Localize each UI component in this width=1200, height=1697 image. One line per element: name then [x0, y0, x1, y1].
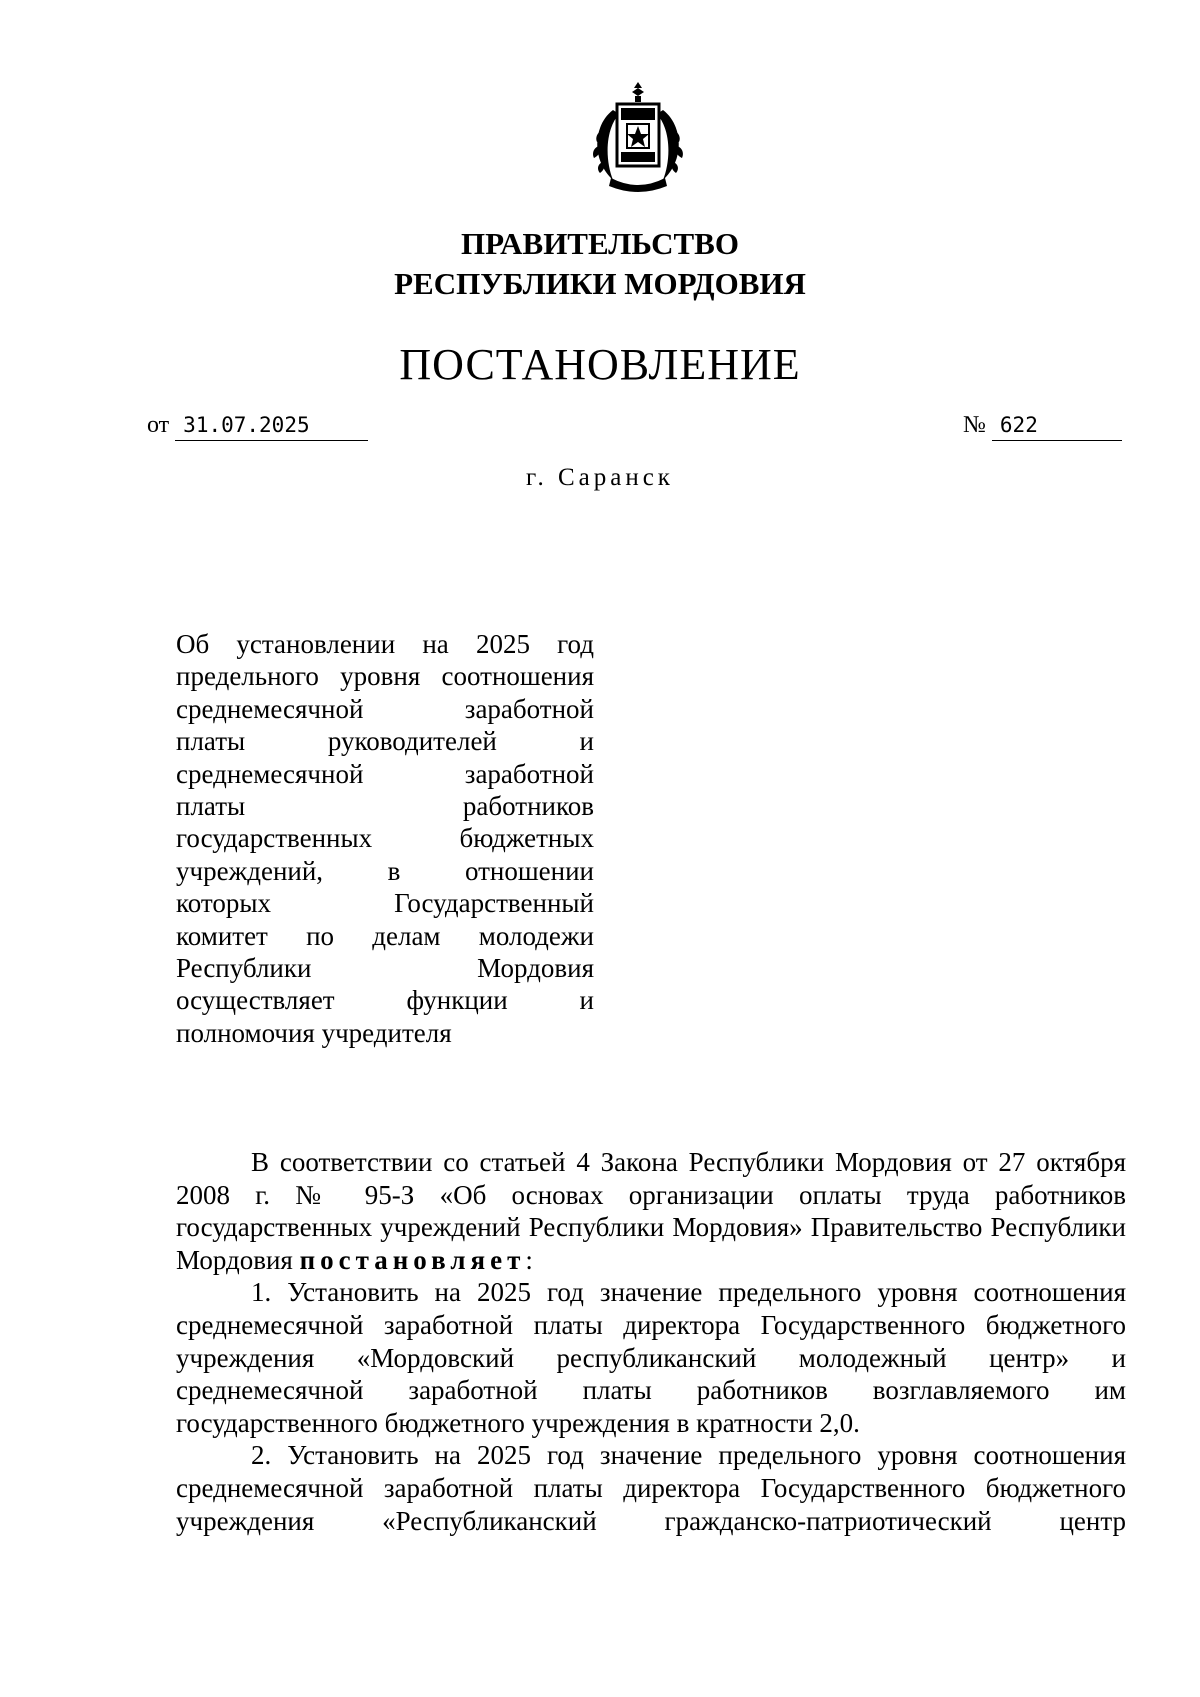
number-prefix: №: [963, 412, 986, 438]
subject-line: которых Государственный: [176, 888, 594, 919]
preamble-text: В соответствии со статьей 4 Закона Республики Мордовия от 27 октября 2008 г. № 95-З «Об основах организации оплаты труда работников государственных учреждений Республики Мордовия» Правительство Республики Мордовия: [176, 1147, 1126, 1275]
mordovia-coat-of-arms-icon: [583, 80, 693, 198]
item-2-paragraph: 2. Установить на 2025 год значение предельного уровня соотношения среднемесячной заработной платы директора Государственного бюджетного учреждения «Республиканский гражданско-патриотический центр: [176, 1440, 1126, 1536]
resolves-colon: :: [525, 1244, 533, 1275]
city-name: г. Саранск: [526, 464, 674, 491]
subject-line: комитет по делам молодежи: [176, 920, 594, 951]
item-1-paragraph: 1. Установить на 2025 год значение предельного уровня соотношения среднемесячной заработной платы директора Государственного бюджетного учреждения «Мордовский республиканский молодежный центр» и среднемесячной заработной платы работников возглавляемого им государственного бюджетного учреждения в кратности 2,0.: [176, 1277, 1126, 1438]
document-subject: [176, 628, 594, 1049]
subject-line: осуществляет функции и: [176, 985, 594, 1016]
date-prefix: от: [147, 412, 170, 438]
subject-line: платы руководителей и: [176, 726, 594, 757]
subject-line: государственных бюджетных: [176, 823, 594, 854]
subject-line: Республики Мордовия: [176, 953, 594, 984]
subject-line: учреждений, в отношении: [176, 855, 594, 886]
government-title-line2: РЕСПУБЛИКИ МОРДОВИЯ: [394, 266, 806, 301]
government-title-line1: ПРАВИТЕЛЬСТВО: [461, 226, 739, 261]
date-value: 31.07.2025: [175, 410, 368, 441]
document-type-title: ПОСТАНОВЛЕНИЕ: [399, 340, 801, 389]
document-number: [963, 410, 1122, 441]
subject-line: полномочия учредителя: [176, 1017, 452, 1048]
subject-line: среднемесячной заработной: [176, 693, 594, 724]
number-value: 622: [992, 410, 1122, 441]
subject-line: предельного уровня соотношения: [176, 661, 594, 692]
resolves-word: постановляет: [299, 1244, 526, 1275]
preamble-paragraph: [176, 1146, 1126, 1276]
subject-line: Об установлении на 2025 год: [176, 629, 594, 659]
document-date: [147, 410, 368, 441]
subject-line: платы работников: [176, 791, 594, 822]
subject-line: среднемесячной заработной: [176, 758, 594, 789]
document-body: [176, 1146, 1126, 1537]
